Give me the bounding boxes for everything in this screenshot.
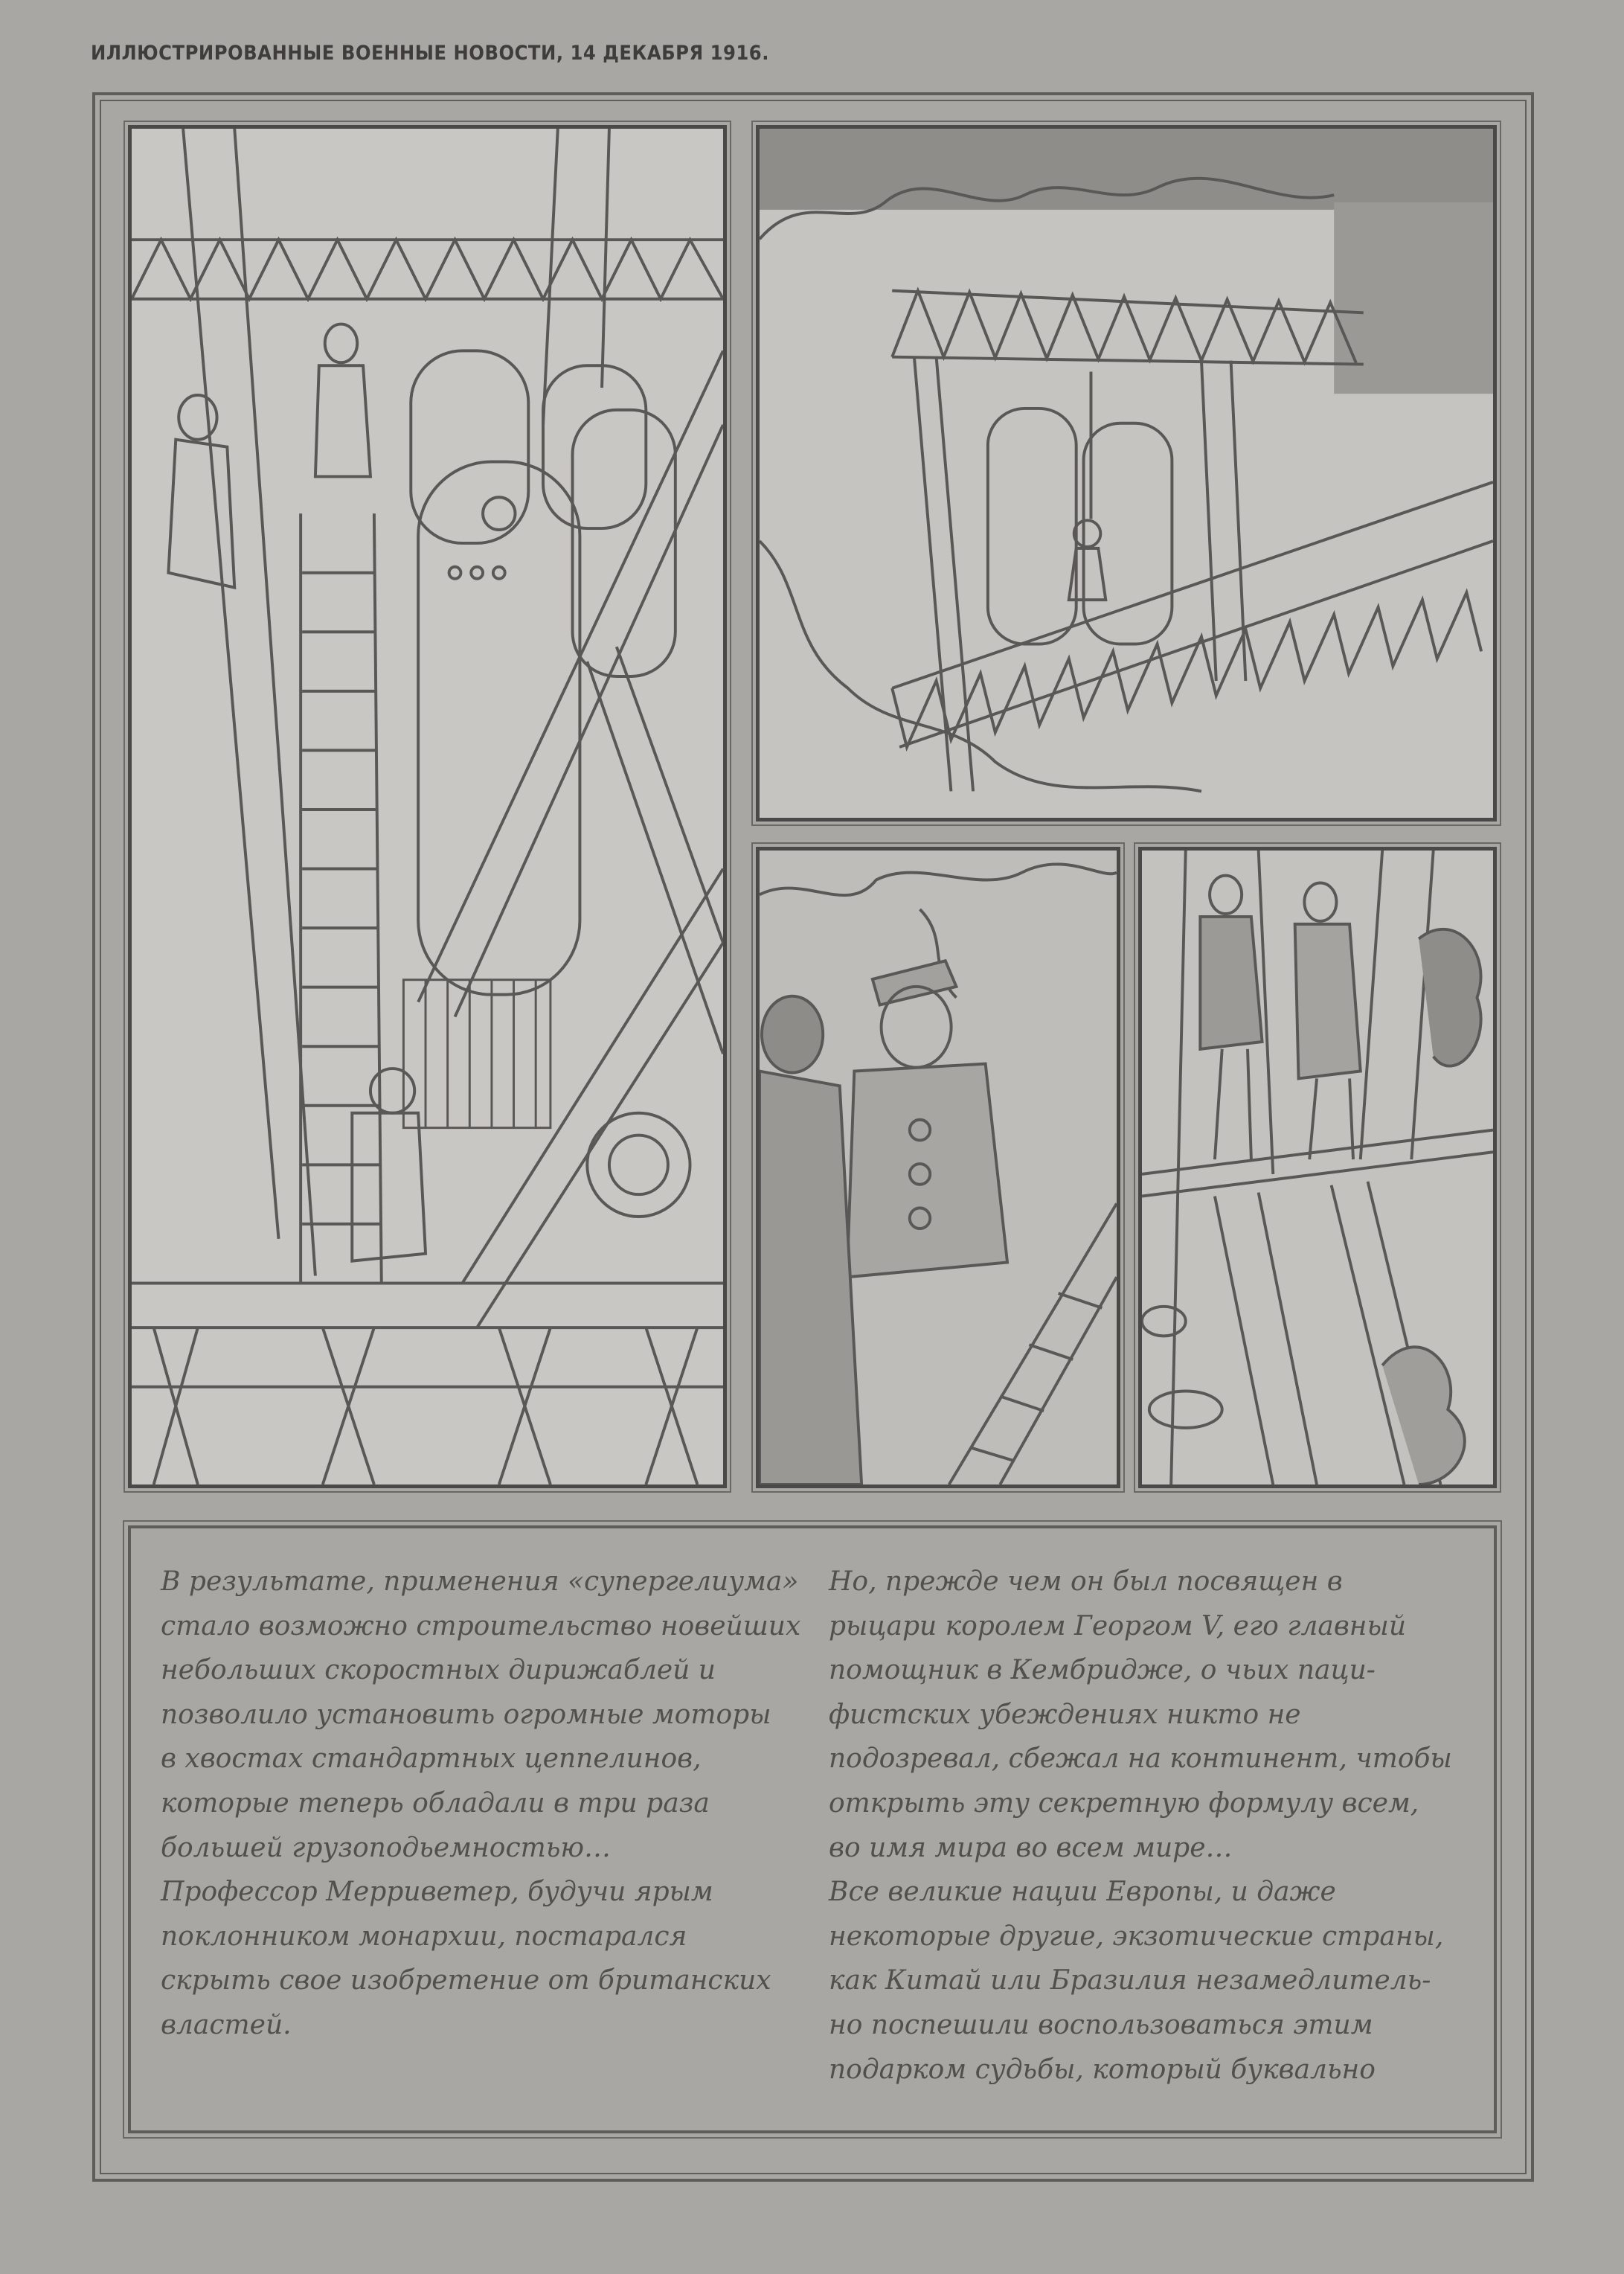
narrative-line: во имя мира во всем мире… <box>829 1832 1233 1863</box>
narrative-left-column <box>161 1560 800 2048</box>
narrative-line: Профессор Мерриветер, будучи ярым <box>161 1877 713 1908</box>
narrative-line: рыцари королем Георгом V, его главный <box>829 1610 1407 1642</box>
narrative-line: которые теперь обладали в три раза <box>161 1787 710 1819</box>
narrative-text-box <box>128 1525 1497 2133</box>
airship-clouds-sketch <box>760 129 1493 818</box>
walkway-scene-sketch <box>1142 851 1493 1484</box>
panel-airship-interior <box>128 125 727 1488</box>
narrative-line: Все великие нации Европы, и даже <box>829 1877 1336 1908</box>
narrative-line: позволило установить огромные моторы <box>161 1699 771 1730</box>
narrative-right-column <box>829 1560 1452 2092</box>
narrative-line: как Китай или Бразилия незамедлитель- <box>829 1965 1431 1996</box>
narrative-line: некоторые другие, экзотические страны, <box>829 1921 1444 1952</box>
narrative-line: В результате, применения «супергелиума» <box>161 1566 799 1597</box>
narrative-line: Но, прежде чем он был посвящен в <box>829 1566 1343 1597</box>
officer-scene-sketch <box>760 851 1117 1484</box>
narrative-line: подарком судьбы, который буквально <box>829 2054 1376 2085</box>
airship-interior-sketch <box>132 129 723 1484</box>
narrative-line: в хвостах стандартных цеппелинов, <box>161 1743 702 1775</box>
narrative-line: властей. <box>161 2009 292 2040</box>
narrative-line: поклонником монархии, постарался <box>161 1921 687 1952</box>
narrative-line: скрыть свое изобретение от британских <box>161 1965 771 1996</box>
narrative-line: фистских убеждениях никто не <box>829 1699 1301 1730</box>
panel-airship-in-clouds <box>756 125 1497 821</box>
narrative-line: большей грузоподьемностью… <box>161 1832 612 1863</box>
panel-walkway-scene <box>1138 847 1497 1488</box>
narrative-line: подозревал, сбежал на континент, чтобы <box>829 1743 1452 1775</box>
narrative-line: помощник в Кембридже, о чьих паци- <box>829 1655 1376 1686</box>
page-title: ИЛЛЮСТРИРОВАННЫЕ ВОЕННЫЕ НОВОСТИ, 14 ДЕКАБРЯ 1916. <box>91 42 769 65</box>
narrative-line: но поспешили воспользоваться этим <box>829 2009 1373 2040</box>
narrative-line: стало возможно строительство новейших <box>161 1610 801 1642</box>
panel-officer-scene <box>756 847 1120 1488</box>
narrative-line: небольших скоростных дирижаблей и <box>161 1655 716 1686</box>
narrative-line: открыть эту секретную формулу всем, <box>829 1787 1419 1819</box>
